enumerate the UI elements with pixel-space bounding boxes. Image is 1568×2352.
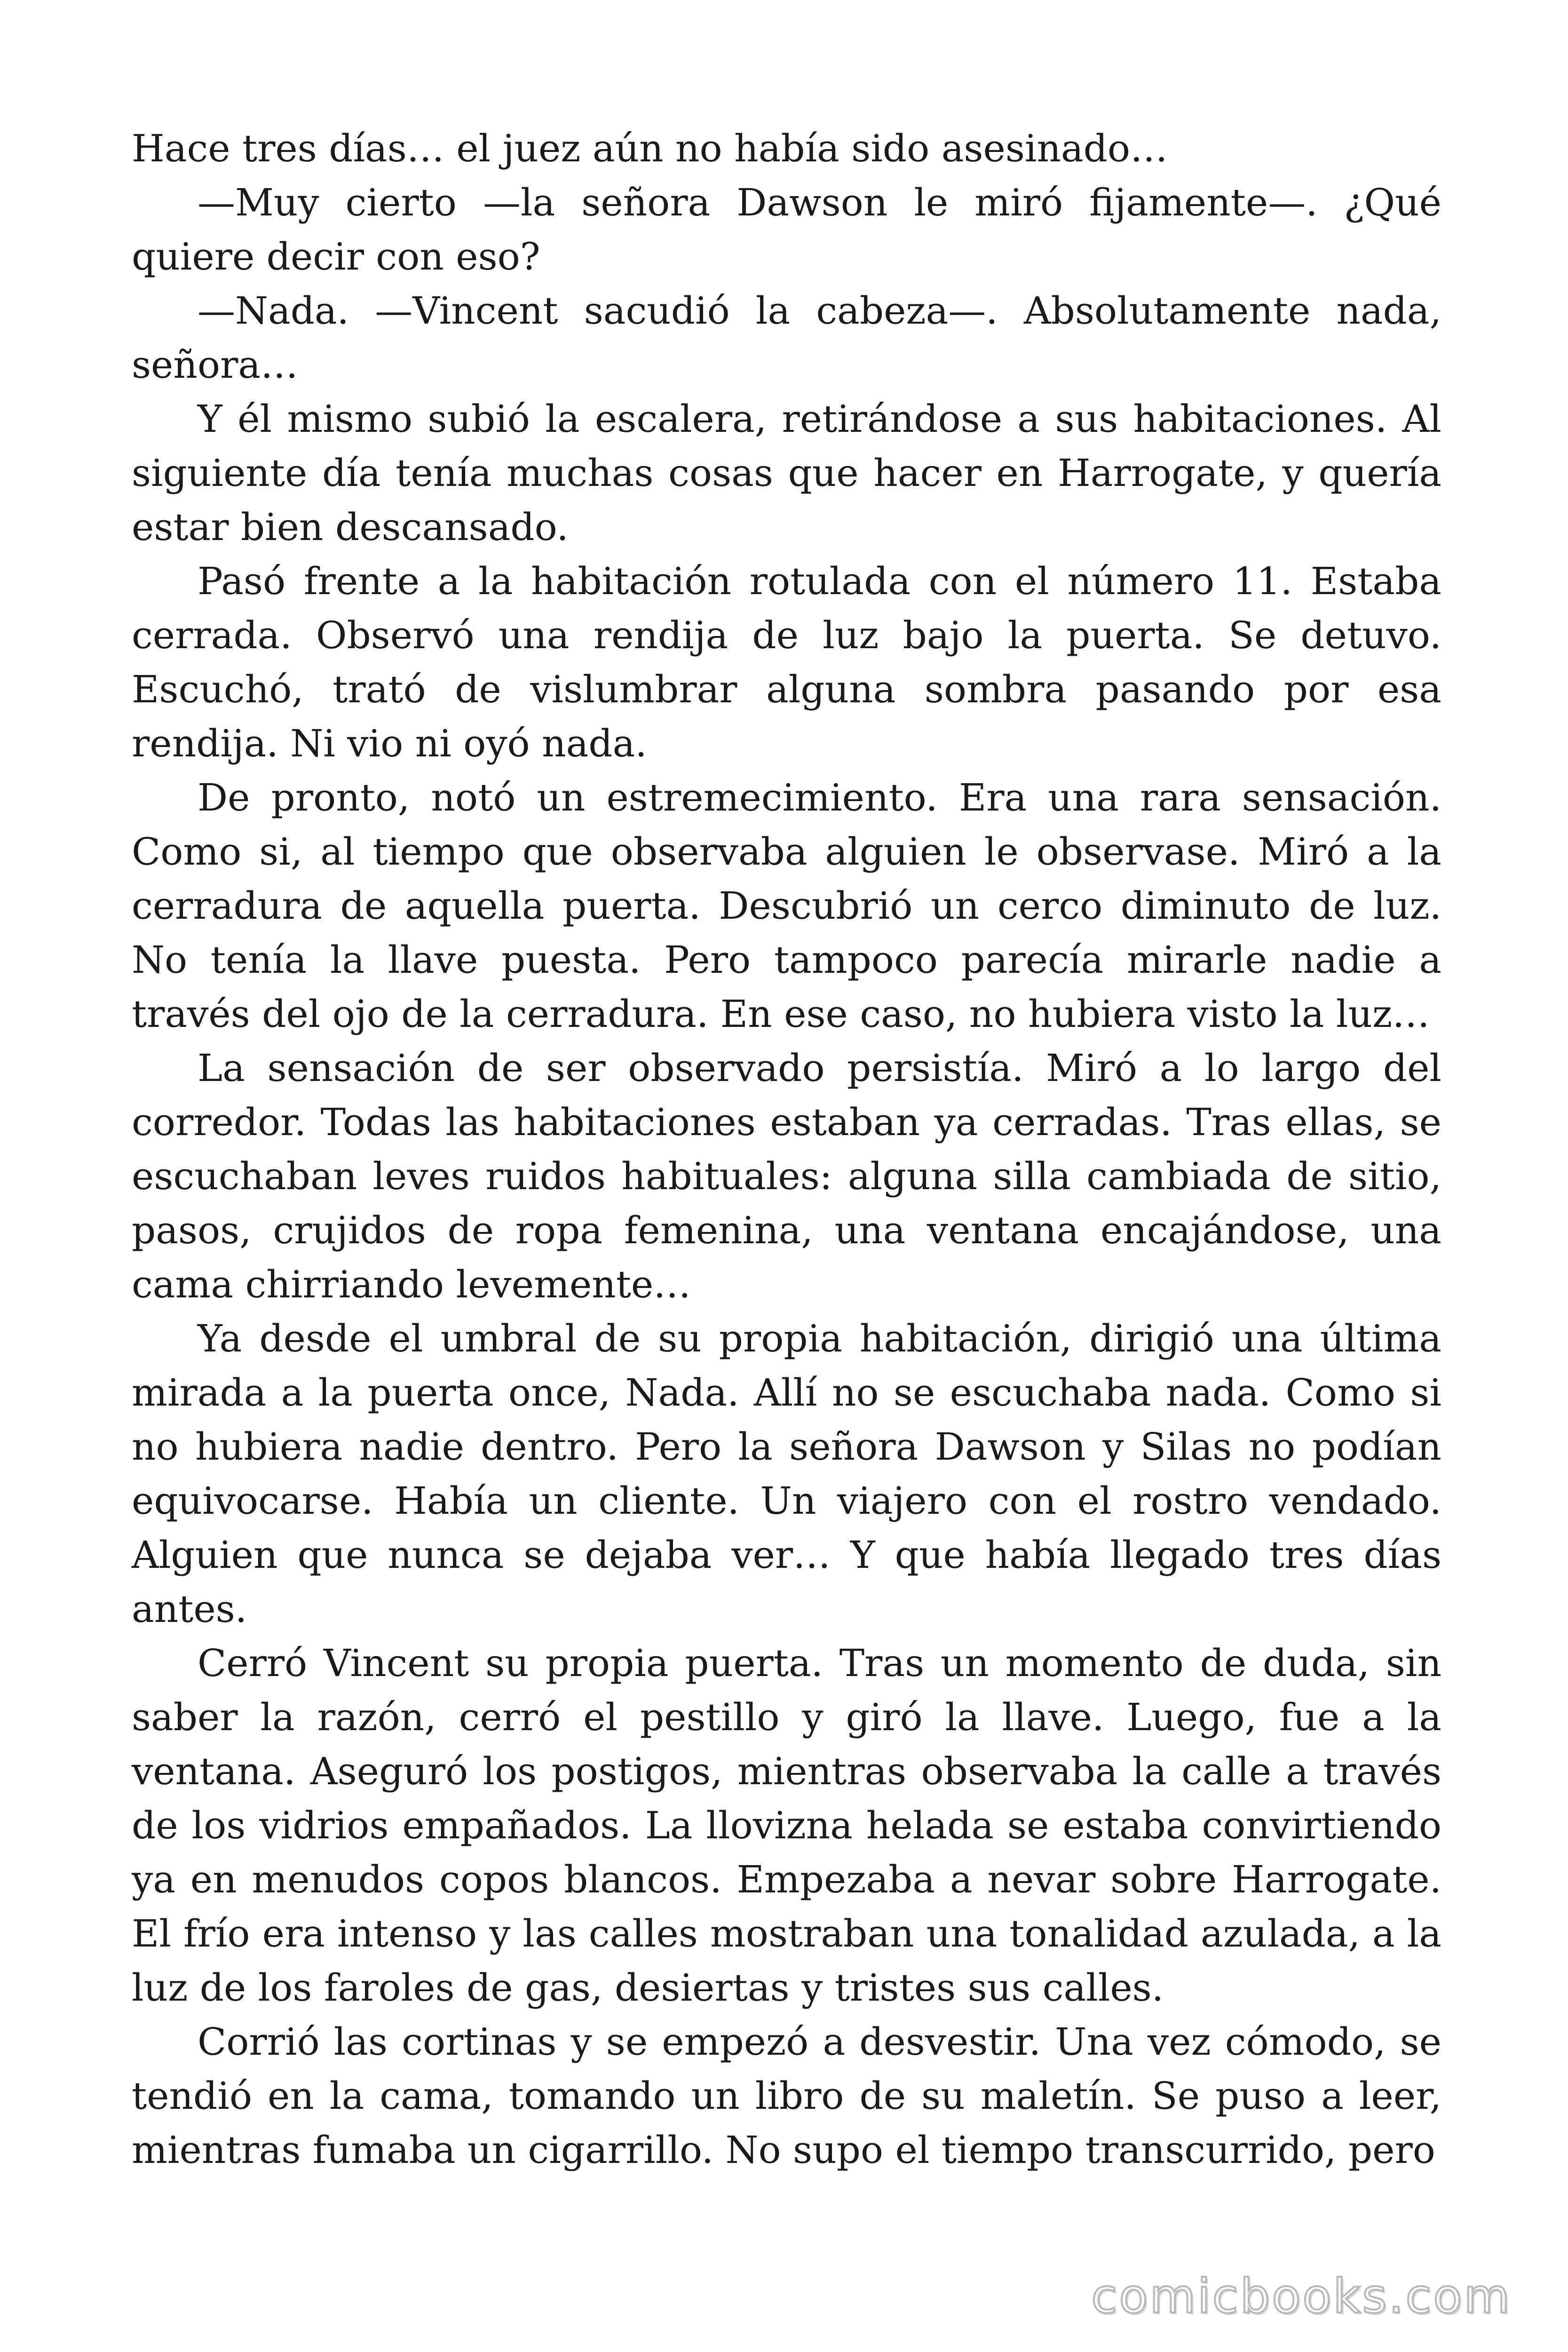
watermark: comicbooks.com xyxy=(1091,2269,1512,2324)
paragraph-5: Pasó frente a la habitación rotulada con el número 11. Estaba cerrada. Observó una rendija de luz bajo la puerta. Se detuvo. Escuchó, trató de vislumbrar alguna sombra pasando por esa rendija. Ni vio ni oyó nada. xyxy=(132,559,1441,765)
paragraph-7: La sensación de ser observado persistía. Miró a lo largo del corredor. Todas las habitaciones estaban ya cerradas. Tras ellas, se escuchaban leves ruidos habituales: alguna silla cambiada de sitio, pasos, crujidos de ropa femenina, una ventana encajándose, una cama chirriando levemente… xyxy=(132,1046,1441,1306)
page-body xyxy=(132,121,1441,2177)
paragraph-6: De pronto, notó un estremecimiento. Era una rara sensación. Como si, al tiempo que observaba alguien le observase. Miró a la cerradura de aquella puerta. Descubrió un cerco diminuto de luz. No tenía la llave puesta. Pero tampoco parecía mirarle nadie a través del ojo de la cerradura. En ese caso, no hubiera visto la luz… xyxy=(132,776,1441,1036)
paragraph-4: Y él mismo subió la escalera, retirándose a sus habitaciones. Al siguiente día tenía muchas cosas que hacer en Harrogate, y quería estar bien descansado. xyxy=(132,397,1441,549)
paragraph-1: Hace tres días… el juez aún no había sido asesinado… xyxy=(132,127,1168,170)
paragraph-8: Ya desde el umbral de su propia habitación, dirigió una última mirada a la puerta once, Nada. Allí no se escuchaba nada. Como si no hubiera nadie dentro. Pero la señora Dawson y Silas no podían equivocarse. Había un cliente. Un viajero con el rostro vendado. Alguien que nunca se dejaba ver… Y que había llegado tres días antes. xyxy=(132,1317,1441,1631)
paragraph-3: —Nada. —Vincent sacudió la cabeza—. Absolutamente nada, señora… xyxy=(132,289,1441,387)
paragraph-10: Corrió las cortinas y se empezó a desvestir. Una vez cómodo, se tendió en la cama, tomando un libro de su maletín. Se puso a leer, mientras fumaba un cigarrillo. No supo el tiempo transcurrido, pero xyxy=(132,2020,1441,2172)
paragraph-9: Cerró Vincent su propia puerta. Tras un momento de duda, sin saber la razón, cerró el pestillo y giró la llave. Luego, fue a la ventana. Aseguró los postigos, mientras observaba la calle a través de los vidrios empañados. La llovizna helada se estaba convirtiendo ya en menudos copos blancos. Empezaba a nevar sobre Harrogate. El frío era intenso y las calles mostraban una tonalidad azulada, a la luz de los faroles de gas, desiertas y tristes sus calles. xyxy=(132,1641,1441,2010)
paragraph-2: —Muy cierto —la señora Dawson le miró fijamente—. ¿Qué quiere decir con eso? xyxy=(132,181,1441,278)
